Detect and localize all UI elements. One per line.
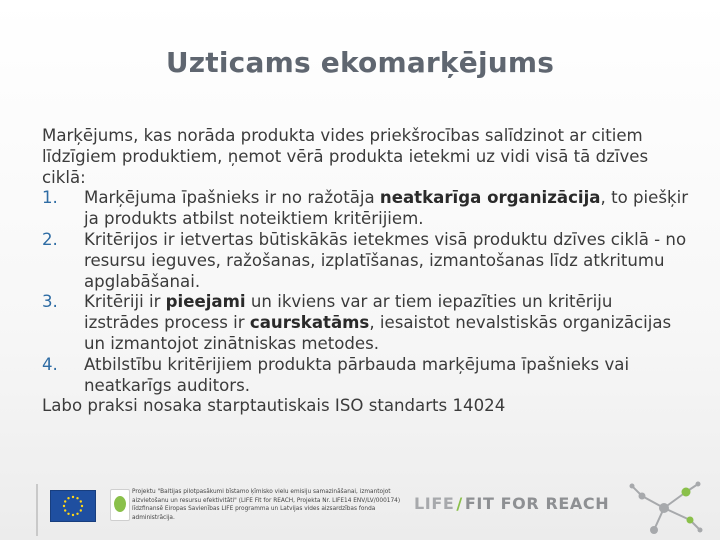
list-item — [42, 230, 692, 292]
item-text: un ikviens var ar tiem iepazīties un kritēriju izstrādes process ir — [84, 292, 613, 333]
slide-body — [42, 126, 692, 417]
item-text: Kritērijos ir ietvertas būtiskākās ietekmes visā produktu dzīves ciklā - no resursu ieguves, ražošanas, izplatīšanas, izmantošanas līdz atkritumu apglabāšanai. — [84, 229, 687, 291]
item-text: , iesaistot nevalstiskās organizācijas un izmantojot zinātniskas metodes. — [84, 313, 672, 353]
brand-slash: / — [456, 494, 463, 513]
item-bold: neatkarīga organizācija — [379, 188, 601, 208]
molecule-icon — [624, 478, 704, 540]
item-text: Marķējuma īpašnieks ir no ražotāja — [84, 188, 380, 208]
item-bold: pieejami — [165, 292, 246, 312]
eu-flag-icon — [50, 490, 96, 522]
brand-part-life: LIFE — [414, 494, 455, 513]
life-logo-icon — [110, 489, 130, 521]
footer-divider — [36, 484, 38, 536]
list-item — [42, 292, 692, 354]
item-bold: caurskatāms — [249, 313, 370, 333]
slide-title: Uzticams ekomarķējums — [165, 46, 555, 79]
project-funding-text: Projektu "Baltijas pilotpasākumi bīstamo ķīmisko vielu emisiju samazināšanai, izmantojot aizvietošanu un resursu efektivitāti" (LIFE Fit for REACH, Projekta Nr. LIFE14 ENV/LV/000174) līdzfinansē Eiropas Savienības LIFE programma un Latvijas vides aizsardzības fonda administrācija. — [132, 489, 401, 521]
list-number: 1. — [42, 188, 58, 208]
list-item — [42, 188, 692, 230]
closing-paragraph: Labo praksi nosaka starptautiskais ISO standarts 14024 — [42, 396, 506, 416]
criteria-list — [42, 188, 692, 396]
intro-paragraph: Marķējums, kas norāda produkta vides priekšrocības salīdzinot ar citiem līdzīgiem produktiem, ņemot vērā produkta ietekmi uz vidi visā tā dzīves ciklā: — [42, 126, 649, 187]
footer — [36, 484, 696, 536]
list-number: 4. — [42, 354, 58, 374]
list-item — [42, 355, 692, 397]
item-text: , to piešķir ja produkts atbilst noteiktiem kritērijiem. — [84, 188, 689, 229]
brand-part-fit: FIT FOR REACH — [464, 494, 610, 513]
item-text: Kritēriji ir — [84, 292, 166, 312]
item-text: Atbilstību kritērijiem produkta pārbauda marķējuma īpašnieks vai neatkarīgs auditors. — [84, 354, 630, 395]
list-number: 3. — [42, 292, 58, 312]
brand-wordmark — [414, 494, 609, 513]
list-number: 2. — [42, 229, 58, 249]
